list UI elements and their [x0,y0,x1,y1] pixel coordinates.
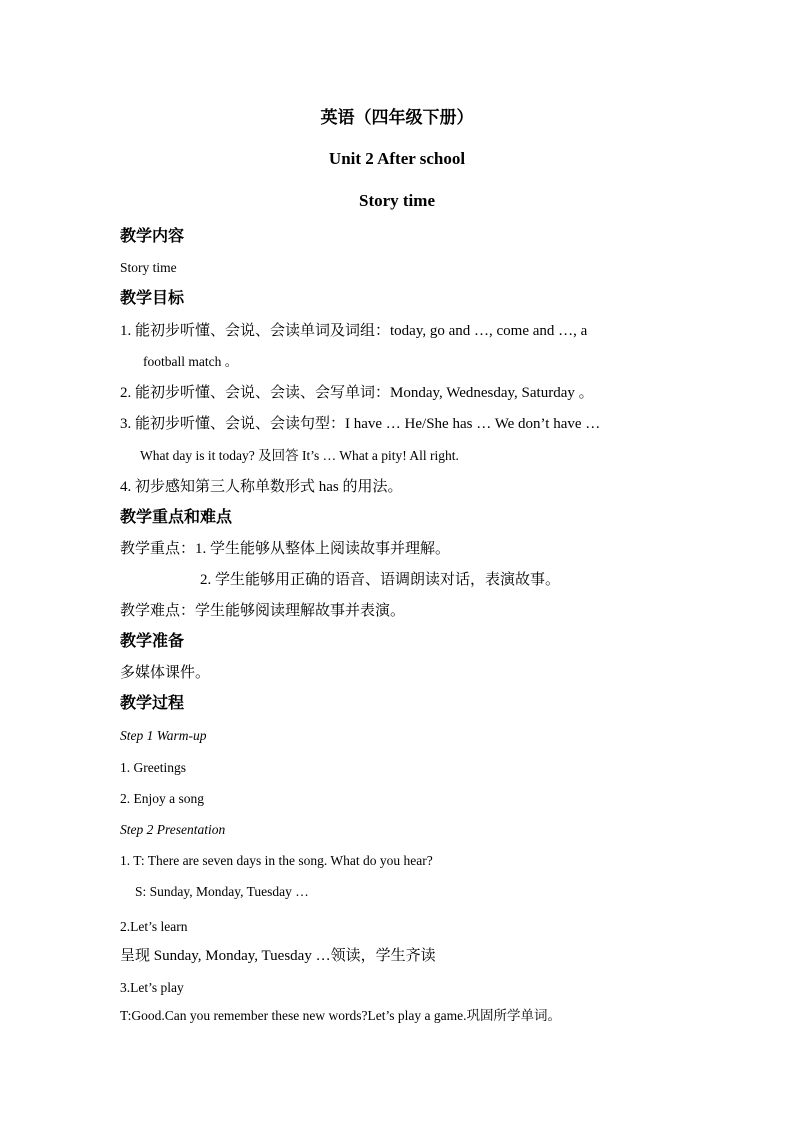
content-heading: 教学内容 [120,228,185,245]
step-2-item-2: 2.Let’s learn [120,919,188,934]
document-title: 英语（四年级下册） [320,108,474,127]
step-1-item-1: 1. Greetings [120,760,186,775]
goal-2: 2. 能初步听懂、会说、会读、会写单词：Monday, Wednesday, Saturday 。 [120,385,594,401]
step-2-item-3-text: T:Good.Can you remember these new words?Let’s play a game.巩固所学单词。 [120,1008,561,1023]
step-1-title: Step 1 Warm-up [120,728,207,743]
step-1-item-2: 2. Enjoy a song [120,791,204,806]
goal-1-line-1: 1. 能初步听懂、会说、会读单词及词组：today, go and …, come and …, a [120,323,588,339]
key-point-2: 2. 学生能够用正确的语音、语调朗读对话，表演故事。 [200,572,561,588]
step-2-item-2-text: 呈现 Sunday, Monday, Tuesday …领读，学生齐读 [120,948,436,964]
goals-heading: 教学目标 [120,290,185,307]
step-2-item-3: 3.Let’s play [120,980,184,995]
goal-3-line-2: What day is it today? 及回答 It’s … What a pity! All right. [140,448,459,463]
lesson-title: Story time [358,191,435,210]
content-text: Story time [120,260,177,275]
key-point-1: 教学重点：1. 学生能够从整体上阅读故事并理解。 [120,541,451,557]
process-heading: 教学过程 [120,695,185,712]
difficulty: 教学难点：学生能够阅读理解故事并表演。 [120,603,406,619]
step-2-title: Step 2 Presentation [120,822,226,837]
goal-4: 4. 初步感知第三人称单数形式 has 的用法。 [120,479,403,495]
preparation-text: 多媒体课件。 [120,665,211,681]
step-2-item-1-students: S: Sunday, Monday, Tuesday … [135,884,309,899]
goal-3-line-1: 3. 能初步听懂、会说、会读句型：I have … He/She has … We don’t have … [120,416,601,432]
step-2-item-1-teacher: 1. T: There are seven days in the song. What do you hear? [120,853,433,868]
key-difficulty-heading: 教学重点和难点 [120,509,233,526]
goal-1-line-2: football match 。 [143,354,239,369]
preparation-heading: 教学准备 [120,633,185,650]
unit-title: Unit 2 After school [328,149,466,168]
